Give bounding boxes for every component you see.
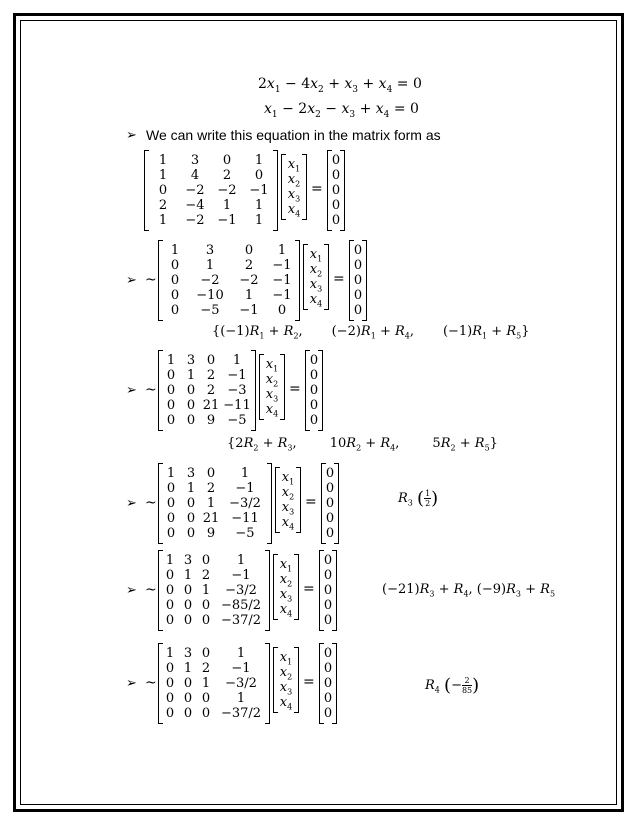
equals-sign: = [289, 380, 301, 397]
zero-vector [349, 240, 367, 321]
rhs-cell: 0 [325, 481, 335, 496]
matrix-cell: 3 [205, 243, 215, 258]
coefficient-matrix [158, 350, 256, 431]
rhs-cell: 0 [353, 288, 363, 303]
matrix-cell: 0 [166, 496, 176, 511]
matrix-cell: 0 [201, 706, 211, 721]
matrix-cell: 1 [158, 168, 168, 183]
variable-cell: $x_3$ [279, 586, 293, 604]
matrix-cell: 1 [166, 466, 176, 481]
matrix-cell: 1 [236, 691, 246, 706]
matrix-cell: −1 [249, 183, 269, 198]
tilde-symbol: ~ [145, 674, 157, 691]
tilde-symbol: ~ [145, 271, 157, 288]
rhs-cell: 0 [323, 568, 333, 583]
row-op-4: $(-21)R_3 + R_4$, $(-9)R_3 + R_5$ [382, 582, 556, 599]
zero-vector [319, 550, 337, 631]
matrix-cell: −11 [223, 398, 251, 413]
equals-sign: = [333, 270, 345, 287]
matrix-cell: −37/2 [220, 613, 262, 628]
rhs-cell: 0 [331, 183, 341, 198]
rhs-cell: 0 [325, 466, 335, 481]
variable-cell: $x_3$ [265, 386, 279, 404]
rhs-cell: 0 [323, 553, 333, 568]
arrow-bullet-icon: ➢ [126, 128, 137, 143]
matrix-cell: 0 [183, 583, 193, 598]
variable-cell: $x_1$ [287, 156, 301, 174]
rhs-cell: 0 [309, 368, 319, 383]
variable-vector [273, 647, 299, 713]
matrix-cell: 0 [165, 598, 175, 613]
coefficient-matrix [144, 150, 278, 231]
matrix-cell: 0 [170, 273, 180, 288]
matrix-cell: −4 [185, 198, 205, 213]
matrix-cell: −5 [200, 303, 220, 318]
matrix-cell: 0 [165, 676, 175, 691]
variable-cell: $x_1$ [265, 356, 279, 374]
matrix-cell: −2 [185, 183, 205, 198]
variable-cell: $x_4$ [279, 694, 293, 712]
equals-sign: = [303, 673, 315, 690]
matrix-cell: 1 [232, 353, 242, 368]
variable-cell: $x_2$ [281, 484, 295, 502]
rhs-cell: 0 [353, 258, 363, 273]
matrix-cell: 1 [254, 213, 264, 228]
rhs-cell: 0 [331, 198, 341, 213]
rhs-cell: 0 [331, 213, 341, 228]
matrix-cell: 0 [166, 383, 176, 398]
matrix-cell: 1 [186, 368, 196, 383]
variable-cell: $x_2$ [279, 664, 293, 682]
variable-cell: $x_3$ [281, 499, 295, 517]
tilde-symbol: ~ [145, 581, 157, 598]
zero-vector [319, 643, 337, 724]
matrix-cell: 1 [183, 661, 193, 676]
variable-cell: $x_2$ [279, 571, 293, 589]
rhs-cell: 0 [353, 273, 363, 288]
matrix-cell: 2 [244, 258, 254, 273]
rhs-cell: 0 [353, 243, 363, 258]
variable-cell: $x_3$ [287, 186, 301, 204]
matrix-cell: 0 [186, 413, 196, 428]
variable-cell: $x_2$ [265, 371, 279, 389]
zero-vector [305, 350, 323, 431]
matrix-cell: 1 [222, 198, 232, 213]
matrix-cell: 0 [186, 496, 196, 511]
matrix-cell: −3 [227, 383, 247, 398]
row-op-5: $R_4$ (− $\frac{2}{85}$ ) [425, 675, 480, 696]
matrix-cell: 0 [183, 613, 193, 628]
matrix-cell: 3 [186, 466, 196, 481]
matrix-cell: 0 [166, 413, 176, 428]
rhs-cell: 0 [353, 303, 363, 318]
matrix-cell: 1 [236, 553, 246, 568]
matrix-cell: 0 [158, 183, 168, 198]
rhs-cell: 0 [309, 383, 319, 398]
equals-sign: = [305, 493, 317, 510]
matrix-cell: 1 [166, 353, 176, 368]
matrix-cell: 1 [254, 198, 264, 213]
matrix-cell: 2 [201, 568, 211, 583]
matrix-cell: 1 [206, 496, 216, 511]
matrix-cell: 0 [166, 368, 176, 383]
variable-cell: $x_1$ [279, 556, 293, 574]
matrix-cell: 0 [170, 258, 180, 273]
rhs-cell: 0 [331, 168, 341, 183]
matrix-cell: 3 [186, 353, 196, 368]
matrix-cell: 1 [205, 258, 215, 273]
arrow-bullet-icon: ➢ [126, 582, 137, 598]
matrix-cell: −1 [227, 368, 247, 383]
matrix-cell: 0 [165, 613, 175, 628]
matrix-cell: 1 [183, 568, 193, 583]
variable-cell: $x_4$ [279, 601, 293, 619]
arrow-bullet-icon: ➢ [126, 495, 137, 511]
matrix-cell: 3 [190, 153, 200, 168]
rhs-cell: 0 [325, 511, 335, 526]
matrix-cell: 0 [186, 511, 196, 526]
matrix-cell: 1 [201, 676, 211, 691]
matrix-cell: 9 [206, 526, 216, 541]
variable-cell: $x_3$ [279, 679, 293, 697]
variable-vector [259, 354, 285, 420]
matrix-cell: 1 [236, 646, 246, 661]
rhs-cell: 0 [323, 583, 333, 598]
matrix-cell: 2 [206, 383, 216, 398]
row-op-3: $R_3$ ( $\frac{1}{2}$ ) [398, 488, 439, 509]
matrix-cell: −2 [239, 273, 259, 288]
matrix-cell: 0 [165, 706, 175, 721]
rhs-cell: 0 [323, 598, 333, 613]
variable-vector [281, 154, 307, 220]
matrix-cell: 1 [277, 243, 287, 258]
coefficient-matrix [158, 463, 272, 544]
matrix-cell: −1 [217, 213, 237, 228]
matrix-cell: 0 [222, 153, 232, 168]
matrix-cell: −1 [272, 288, 292, 303]
variable-cell: $x_2$ [287, 171, 301, 189]
matrix-cell: −3/2 [225, 676, 257, 691]
matrix-cell: 0 [201, 598, 211, 613]
arrow-bullet-icon: ➢ [126, 675, 137, 691]
matrix-cell: 1 [201, 583, 211, 598]
matrix-cell: −2 [185, 213, 205, 228]
matrix-cell: 0 [201, 553, 211, 568]
arrow-bullet-icon: ➢ [126, 272, 137, 288]
matrix-cell: 21 [202, 511, 220, 526]
rhs-cell: 0 [323, 676, 333, 691]
matrix-cell: 21 [202, 398, 220, 413]
matrix-cell: −1 [231, 568, 251, 583]
matrix-cell: 2 [201, 661, 211, 676]
matrix-cell: 0 [165, 568, 175, 583]
matrix-cell: 0 [186, 383, 196, 398]
variable-vector [275, 467, 301, 533]
tilde-symbol: ~ [145, 494, 157, 511]
matrix-cell: 0 [206, 466, 216, 481]
matrix-cell: 1 [165, 646, 175, 661]
matrix-cell: −1 [272, 273, 292, 288]
matrix-cell: 0 [166, 481, 176, 496]
matrix-cell: 2 [206, 368, 216, 383]
matrix-cell: −1 [231, 661, 251, 676]
equation-3: $2x_1 - 4x_2 + x_3 + x_4 = 0$ [258, 76, 422, 95]
variable-vector [273, 554, 299, 620]
matrix-cell: 0 [166, 398, 176, 413]
matrix-cell: 1 [170, 243, 180, 258]
matrix-cell: 2 [206, 481, 216, 496]
variable-cell: $x_1$ [279, 649, 293, 667]
matrix-cell: 0 [183, 691, 193, 706]
matrix-cell: −1 [272, 258, 292, 273]
matrix-cell: −2 [217, 183, 237, 198]
row-op-1: {$(-1)R_1 + R_2$, $(-2)R_1 + R_4$, $(-1)R_1 + R_5$} [212, 324, 530, 341]
zero-vector [321, 463, 339, 544]
matrix-cell: 3 [183, 553, 193, 568]
matrix-cell: 1 [165, 553, 175, 568]
matrix-cell: 1 [186, 481, 196, 496]
matrix-cell: 0 [183, 598, 193, 613]
matrix-cell: −1 [235, 481, 255, 496]
rhs-cell: 0 [323, 691, 333, 706]
matrix-cell: 3 [183, 646, 193, 661]
matrix-cell: 0 [183, 676, 193, 691]
matrix-cell: 2 [222, 168, 232, 183]
matrix-cell: 0 [206, 353, 216, 368]
matrix-cell: 0 [166, 511, 176, 526]
variable-cell: $x_4$ [287, 201, 301, 219]
matrix-cell: 0 [201, 613, 211, 628]
matrix-cell: 0 [170, 303, 180, 318]
variable-cell: $x_4$ [281, 514, 295, 532]
matrix-cell: 0 [165, 661, 175, 676]
rhs-cell: 0 [323, 646, 333, 661]
equals-sign: = [303, 580, 315, 597]
matrix-cell: −2 [200, 273, 220, 288]
rhs-cell: 0 [325, 526, 335, 541]
variable-cell: $x_1$ [309, 246, 323, 264]
matrix-cell: 0 [186, 526, 196, 541]
rhs-cell: 0 [323, 661, 333, 676]
matrix-cell: 0 [165, 583, 175, 598]
matrix-cell: 0 [165, 691, 175, 706]
matrix-cell: 2 [158, 198, 168, 213]
rhs-cell: 0 [325, 496, 335, 511]
arrow-bullet-icon: ➢ [126, 382, 137, 398]
rhs-cell: 0 [309, 398, 319, 413]
equals-sign: = [311, 180, 323, 197]
coefficient-matrix [158, 550, 270, 631]
matrix-cell: 1 [158, 153, 168, 168]
variable-cell: $x_3$ [309, 276, 323, 294]
matrix-cell: 0 [166, 526, 176, 541]
tilde-symbol: ~ [145, 381, 157, 398]
matrix-cell: −3/2 [225, 583, 257, 598]
equation-4: $x_1 - 2x_2 - x_3 + x_4 = 0$ [264, 101, 419, 120]
variable-cell: $x_1$ [281, 469, 295, 487]
matrix-cell: −11 [231, 511, 259, 526]
matrix-cell: 0 [201, 691, 211, 706]
matrix-cell: −5 [227, 413, 247, 428]
matrix-cell: −10 [196, 288, 224, 303]
rhs-cell: 0 [331, 153, 341, 168]
matrix-cell: −3/2 [229, 496, 261, 511]
variable-cell: $x_2$ [309, 261, 323, 279]
matrix-cell: 1 [244, 288, 254, 303]
variable-vector [303, 244, 329, 310]
matrix-cell: 0 [183, 706, 193, 721]
matrix-cell: −85/2 [220, 598, 262, 613]
matrix-cell: −1 [239, 303, 259, 318]
matrix-cell: 4 [190, 168, 200, 183]
rhs-cell: 0 [323, 706, 333, 721]
variable-cell: $x_4$ [309, 291, 323, 309]
matrix-cell: −37/2 [220, 706, 262, 721]
matrix-cell: 0 [254, 168, 264, 183]
matrix-cell: −5 [235, 526, 255, 541]
rhs-cell: 0 [323, 613, 333, 628]
matrix-cell: 1 [254, 153, 264, 168]
matrix-cell: 1 [240, 466, 250, 481]
matrix-cell: 9 [206, 413, 216, 428]
rhs-cell: 0 [309, 353, 319, 368]
matrix-cell: 0 [277, 303, 287, 318]
rhs-cell: 0 [309, 413, 319, 428]
coefficient-matrix [158, 643, 270, 724]
matrix-cell: 0 [201, 646, 211, 661]
matrix-cell: 0 [244, 243, 254, 258]
intro-text: We can write this equation in the matrix form as [146, 127, 441, 143]
matrix-cell: 0 [170, 288, 180, 303]
matrix-cell: 0 [186, 398, 196, 413]
variable-cell: $x_4$ [265, 401, 279, 419]
coefficient-matrix [158, 240, 300, 321]
matrix-cell: 1 [158, 213, 168, 228]
zero-vector [327, 150, 345, 231]
row-op-2: {$2R_2 + R_3$, $10R_2 + R_4$, $5R_2 + R_5$} [227, 436, 498, 453]
